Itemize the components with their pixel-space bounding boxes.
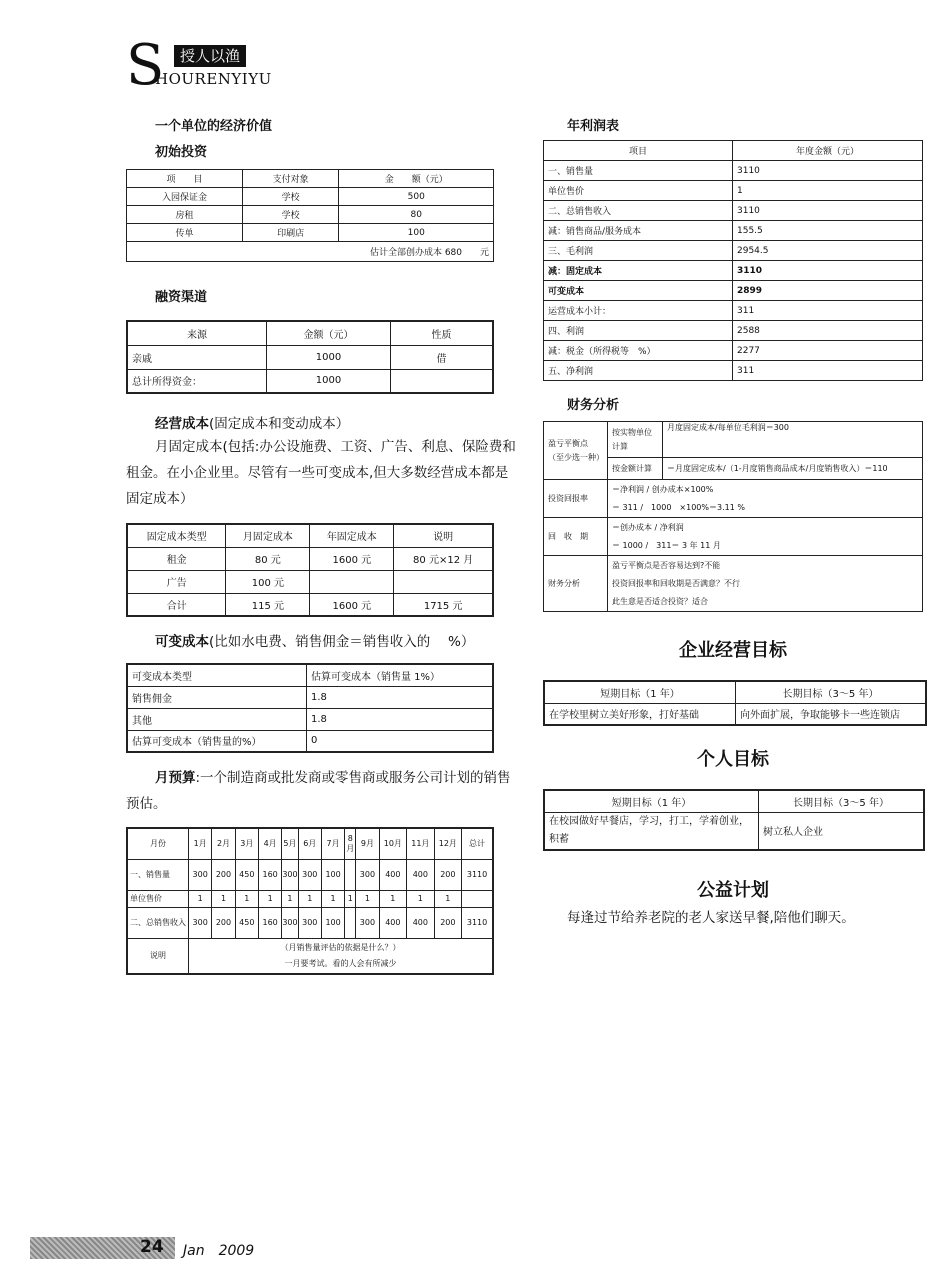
table-cell: 200 xyxy=(434,907,462,938)
heading-business-goals: 企业经营目标 xyxy=(679,640,787,661)
table-header: 来源 xyxy=(127,321,267,345)
table-cell: 1 xyxy=(379,890,407,907)
table-cell: 房租 xyxy=(127,206,243,224)
business-goals-table xyxy=(543,680,927,726)
table-cell: 运营成本小计： xyxy=(544,301,733,321)
table-cell: 四、利润 xyxy=(544,321,733,341)
table-cell: 月度固定成本/每单位毛利润＝300 xyxy=(663,422,923,458)
table-header: 1月 xyxy=(189,828,212,859)
table-cell: 100 xyxy=(321,907,344,938)
table-header: 月固定成本 xyxy=(226,524,310,547)
roi-line: ＝净利润 / 创办成本×100% xyxy=(612,484,714,494)
table-header: 9月 xyxy=(356,828,379,859)
table-cell: 311 xyxy=(733,361,923,381)
table-cell: 学校 xyxy=(242,206,339,224)
table-cell: 160 xyxy=(258,859,281,890)
table-cell: 3110 xyxy=(462,907,493,938)
table-cell xyxy=(391,369,494,393)
table-cell: 其他 xyxy=(127,708,307,730)
table-cell: 200 xyxy=(212,859,235,890)
table-header: 长期目标（3～5 年） xyxy=(736,681,927,703)
variable-cost-heading xyxy=(155,630,474,650)
table-cell: 3110 xyxy=(733,161,923,181)
payback-formula xyxy=(608,518,923,556)
table-header: 性质 xyxy=(391,321,494,345)
table-cell: 1.8 xyxy=(307,708,494,730)
table-cell: 1600 元 xyxy=(310,547,394,570)
table-cell: 1715 元 xyxy=(394,593,493,616)
table-cell: 1 xyxy=(407,890,435,907)
heading-monthly-budget: 月预算 xyxy=(155,770,196,786)
operating-cost-heading xyxy=(155,412,349,432)
payback-line: ＝创办成本 / 净利润 xyxy=(612,522,684,532)
roi-label: 投资回报率 xyxy=(544,480,608,518)
personal-goals-table xyxy=(543,789,925,851)
table-cell: 借 xyxy=(391,345,494,369)
table-cell xyxy=(462,890,493,907)
table-cell: 2277 xyxy=(733,341,923,361)
table-header: 说明 xyxy=(394,524,493,547)
table-cell: 1 xyxy=(258,890,281,907)
table-cell: 300 xyxy=(189,907,212,938)
table-cell: 可变成本 xyxy=(544,281,733,301)
table-cell: 450 xyxy=(235,859,258,890)
budget-row-price xyxy=(127,890,493,907)
table-cell: 入园保证金 xyxy=(127,188,243,206)
heading-annual-profit: 年利润表 xyxy=(567,119,620,134)
table-header: 年固定成本 xyxy=(310,524,394,547)
table-cell: 在校园做好早餐店，学习，打工，学着创业，积蓄 xyxy=(544,812,759,850)
table-header: 月份 xyxy=(127,828,189,859)
profit-table xyxy=(543,140,923,381)
table-cell: 租金 xyxy=(127,547,226,570)
table-cell: 1 xyxy=(321,890,344,907)
table-cell: 估算可变成本（销售量的%） xyxy=(127,730,307,752)
table-cell: 1 xyxy=(212,890,235,907)
heading-initial-investment: 初始投资 xyxy=(155,145,208,160)
financial-analysis-table xyxy=(543,421,923,612)
table-cell: 115 元 xyxy=(226,593,310,616)
table-cell: 500 xyxy=(339,188,494,206)
table-cell: 在学校里树立美好形象，打好基础 xyxy=(544,703,736,725)
financing-table xyxy=(126,320,494,394)
table-cell: ＝月度固定成本/（1-月度销售商品成本/月度销售收入）＝110 xyxy=(663,458,923,480)
table-header: 金 额（元） xyxy=(339,170,494,188)
table-header: 可变成本类型 xyxy=(127,664,307,686)
analysis-summary-label: 财务分析 xyxy=(544,556,608,612)
heading-charity-plan: 公益计划 xyxy=(697,880,769,901)
table-header: 支付对象 xyxy=(242,170,339,188)
table-cell: 一、销售量 xyxy=(127,859,189,890)
budget-note-line: 一月要考试。看的人会有所减少 xyxy=(284,958,397,968)
table-cell: 80 元 xyxy=(226,547,310,570)
table-cell: 3110 xyxy=(462,859,493,890)
budget-description: :一个制造商或批发商或零售商或服务公司计划的销售预估。 xyxy=(126,770,511,812)
budget-table xyxy=(126,827,494,975)
table-cell: 450 xyxy=(235,907,258,938)
table-header: 长期目标（3～5 年） xyxy=(759,790,925,812)
budget-row-note xyxy=(127,938,493,974)
table-cell: 2588 xyxy=(733,321,923,341)
operating-cost-note: (固定成本和变动成本） xyxy=(209,416,350,432)
table-cell: 1.8 xyxy=(307,686,494,708)
roi-line: ＝ 311 / 1000 ×100%＝3.11 % xyxy=(612,502,745,512)
heading-financing: 融资渠道 xyxy=(155,290,208,305)
table-cell: 广告 xyxy=(127,570,226,593)
table-cell: 二、总销售收入 xyxy=(127,907,189,938)
summary-line: 盈亏平衡点是否容易达到?不能 xyxy=(612,560,721,570)
table-cell: 0 xyxy=(307,730,494,752)
table-header: 5月 xyxy=(282,828,298,859)
table-header: 短期目标（1 年） xyxy=(544,790,759,812)
summary-line: 投资回报率和回收期是否满意？不行 xyxy=(612,578,740,588)
table-cell: 160 xyxy=(258,907,281,938)
table-cell xyxy=(394,570,493,593)
table-cell: 1 xyxy=(298,890,321,907)
table-cell: 2899 xyxy=(733,281,923,301)
table-cell: 印刷店 xyxy=(242,224,339,242)
table-cell: 学校 xyxy=(242,188,339,206)
table-cell: 单位售价 xyxy=(544,181,733,201)
table-cell: 3110 xyxy=(733,261,923,281)
table-cell: 按实物单位计算 xyxy=(608,422,663,458)
table-cell: 树立私人企业 xyxy=(759,812,925,850)
table-cell: 200 xyxy=(434,859,462,890)
table-cell: 说明 xyxy=(127,938,189,974)
column-pinyin: HOURENYIYU xyxy=(155,70,272,88)
heading-operating-cost: 经营成本 xyxy=(155,416,209,432)
table-cell: 1000 xyxy=(267,369,391,393)
table-cell: 亲戚 xyxy=(127,345,267,369)
table-cell: 300 xyxy=(356,907,379,938)
breakeven-label: 盈亏平衡点（至少选一种） xyxy=(544,422,608,480)
table-cell: 155.5 xyxy=(733,221,923,241)
table-cell: 1600 元 xyxy=(310,593,394,616)
column-name: 授人以渔 xyxy=(174,45,246,67)
table-cell: 合计 xyxy=(127,593,226,616)
table-cell: 按金额计算 xyxy=(608,458,663,480)
table-cell xyxy=(310,570,394,593)
table-cell: 三、毛利润 xyxy=(544,241,733,261)
heading-financial-analysis: 财务分析 xyxy=(567,398,620,413)
investment-total: 估计全部创办成本 680 元 xyxy=(127,242,494,262)
table-cell: 销售佣金 xyxy=(127,686,307,708)
table-cell: 3110 xyxy=(733,201,923,221)
table-cell: 300 xyxy=(298,907,321,938)
budget-note-line: （月销售量评估的依据是什么？） xyxy=(280,942,401,952)
table-cell: 减：税金（所得税等 %） xyxy=(544,341,733,361)
logo-letter: S xyxy=(126,33,165,98)
table-cell: 200 xyxy=(212,907,235,938)
table-header: 3月 xyxy=(235,828,258,859)
table-header: 10月 xyxy=(379,828,407,859)
budget-note xyxy=(189,938,494,974)
table-header: 2月 xyxy=(212,828,235,859)
fixed-cost-paragraph: 月固定成本(包括:办公设施费、工资、广告、利息、保险费和租金。在小企业里。尽管有一些可变成本,但大多数经营成本都是固定成本） xyxy=(126,439,516,507)
table-header: 短期目标（1 年） xyxy=(544,681,736,703)
budget-row-sales xyxy=(127,859,493,890)
table-cell: 100 xyxy=(321,859,344,890)
table-header: 项 目 xyxy=(127,170,243,188)
charity-text: 每逢过节给养老院的老人家送早餐,陪他们聊天。 xyxy=(567,910,855,926)
heading-economic-value: 一个单位的经济价值 xyxy=(155,119,273,134)
table-cell: 300 xyxy=(189,859,212,890)
table-cell: 300 xyxy=(282,859,298,890)
table-header: 8月 xyxy=(345,828,356,859)
table-cell: 80 xyxy=(339,206,494,224)
payback-line: ＝ 1000 / 311＝ 3 年 11 月 xyxy=(612,540,721,550)
table-header: 金额（元） xyxy=(267,321,391,345)
table-cell: 1000 xyxy=(267,345,391,369)
table-cell: 400 xyxy=(407,907,435,938)
variable-cost-note: (比如水电费、销售佣金＝销售收入的 %） xyxy=(209,634,475,650)
table-header: 6月 xyxy=(298,828,321,859)
budget-header-row xyxy=(127,828,493,859)
table-cell: 1 xyxy=(189,890,212,907)
table-header: 估算可变成本（销售量 1%） xyxy=(307,664,494,686)
heading-personal-goals: 个人目标 xyxy=(697,749,769,770)
table-cell: 传单 xyxy=(127,224,243,242)
table-cell: 1 xyxy=(235,890,258,907)
table-cell xyxy=(345,907,356,938)
table-cell: 减：固定成本 xyxy=(544,261,733,281)
table-header: 固定成本类型 xyxy=(127,524,226,547)
table-cell: 100 xyxy=(339,224,494,242)
table-cell: 80 元×12 月 xyxy=(394,547,493,570)
table-header: 4月 xyxy=(258,828,281,859)
page-number: 24 xyxy=(140,1237,164,1257)
table-header: 12月 xyxy=(434,828,462,859)
table-header: 项目 xyxy=(544,141,733,161)
table-cell: 300 xyxy=(356,859,379,890)
summary-line: 此生意是否适合投资？适合 xyxy=(612,596,708,606)
table-cell: 1 xyxy=(282,890,298,907)
table-cell: 1 xyxy=(356,890,379,907)
payback-label: 回 收 期 xyxy=(544,518,608,556)
budget-row-revenue xyxy=(127,907,493,938)
issue-date: Jan 2009 xyxy=(183,1243,255,1259)
table-cell: 一、销售量 xyxy=(544,161,733,181)
table-cell: 400 xyxy=(379,859,407,890)
table-cell xyxy=(345,859,356,890)
table-header: 7月 xyxy=(321,828,344,859)
table-cell: 400 xyxy=(407,859,435,890)
table-cell: 1 xyxy=(434,890,462,907)
table-cell: 300 xyxy=(282,907,298,938)
table-cell: 单位售价 xyxy=(127,890,189,907)
roi-formula xyxy=(608,480,923,518)
fixed-cost-table xyxy=(126,523,494,617)
variable-cost-table xyxy=(126,663,494,753)
table-cell: 向外面扩展，争取能够卡一些连锁店 xyxy=(736,703,927,725)
table-cell: 2954.5 xyxy=(733,241,923,261)
budget-paragraph xyxy=(126,765,516,817)
table-cell: 总计所得资金： xyxy=(127,369,267,393)
table-cell: 1 xyxy=(733,181,923,201)
table-header: 总计 xyxy=(462,828,493,859)
table-cell: 100 元 xyxy=(226,570,310,593)
heading-variable-cost: 可变成本 xyxy=(155,634,209,650)
table-cell: 400 xyxy=(379,907,407,938)
table-header: 11月 xyxy=(407,828,435,859)
table-cell: 1 xyxy=(345,890,356,907)
table-cell: 311 xyxy=(733,301,923,321)
table-cell: 五、净利润 xyxy=(544,361,733,381)
table-cell: 300 xyxy=(298,859,321,890)
table-cell: 减：销售商品/服务成本 xyxy=(544,221,733,241)
analysis-summary xyxy=(608,556,923,612)
investment-table xyxy=(126,169,494,262)
table-header: 年度金额（元） xyxy=(733,141,923,161)
table-cell: 二、总销售收入 xyxy=(544,201,733,221)
